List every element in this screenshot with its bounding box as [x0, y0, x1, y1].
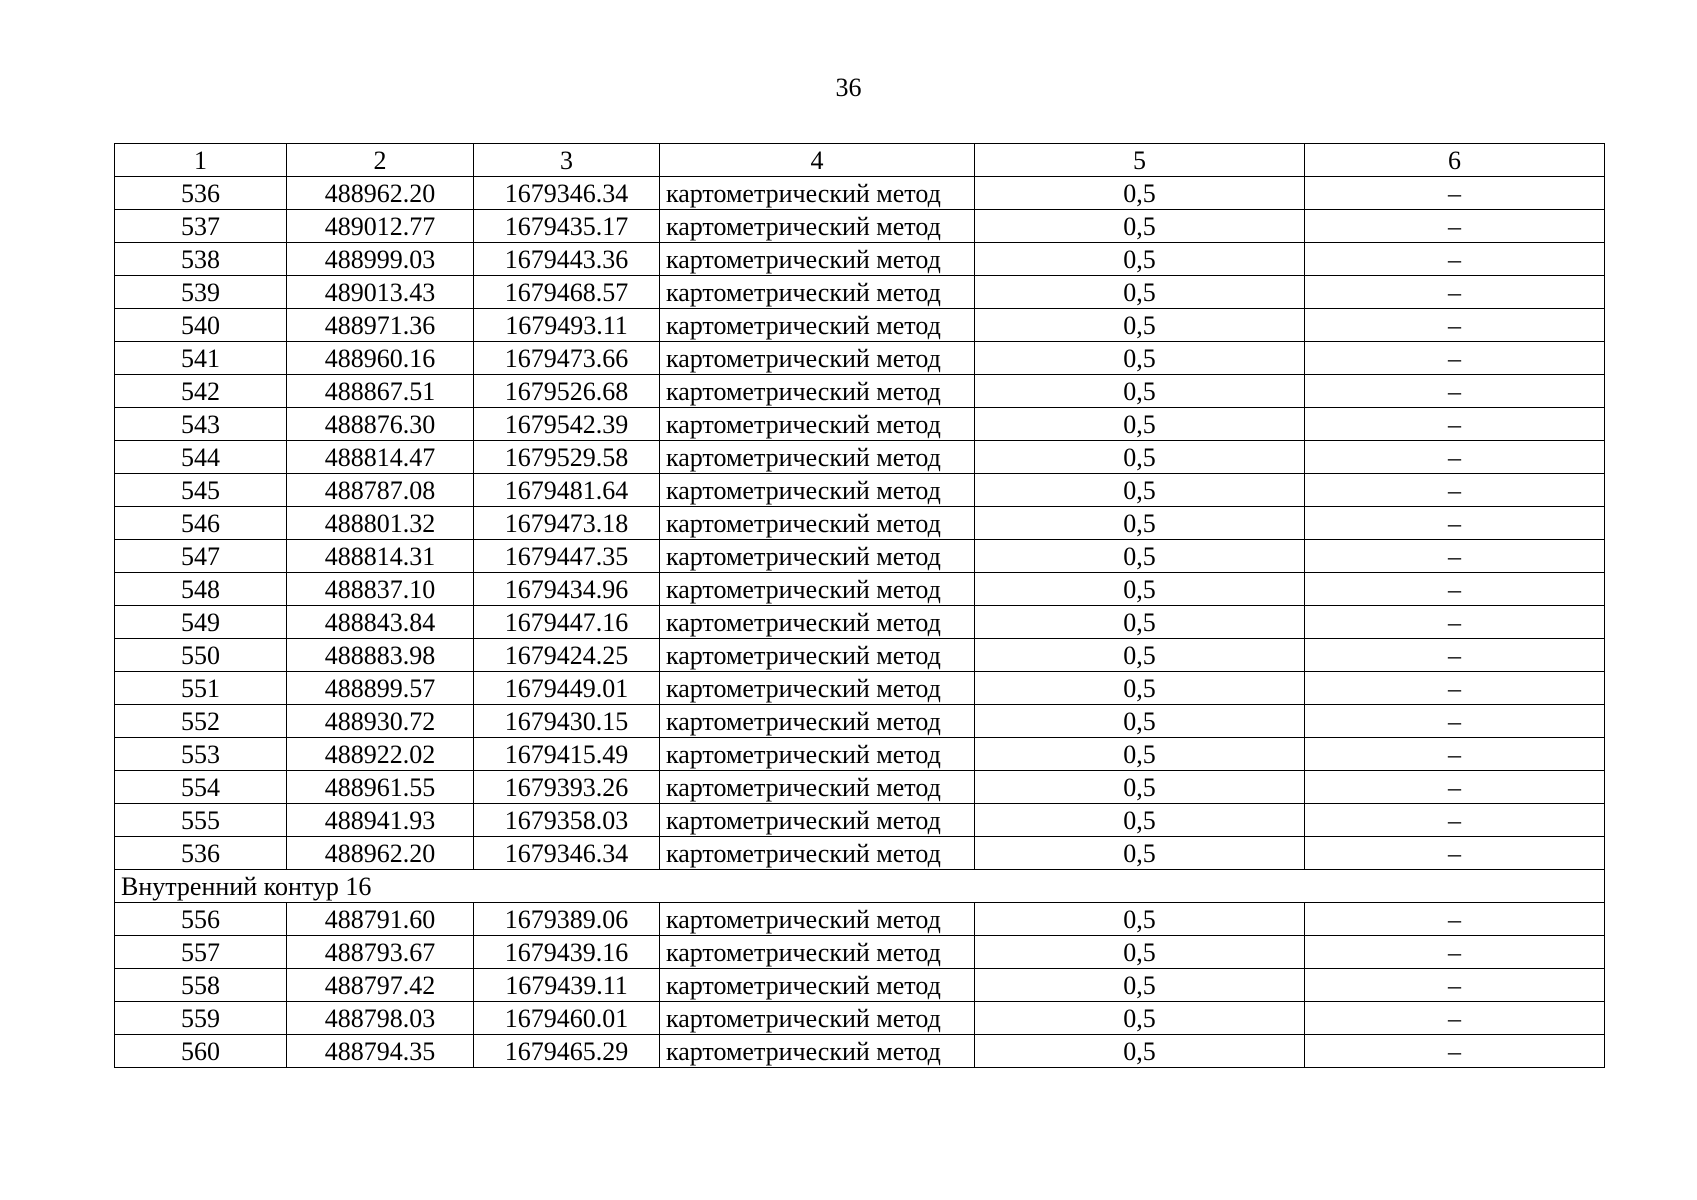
- accuracy-cell: 0,5: [975, 771, 1305, 804]
- accuracy-cell: 0,5: [975, 210, 1305, 243]
- table-row: [115, 210, 1605, 243]
- x-coordinate-cell: 488883.98: [287, 639, 474, 672]
- y-coordinate-cell: 1679443.36: [474, 243, 660, 276]
- method-cell: картометрический метод: [660, 804, 975, 837]
- accuracy-cell: 0,5: [975, 474, 1305, 507]
- point-number-cell: 549: [115, 606, 287, 639]
- y-coordinate-cell: 1679465.29: [474, 1035, 660, 1068]
- y-coordinate-cell: 1679449.01: [474, 672, 660, 705]
- y-coordinate-cell: 1679358.03: [474, 804, 660, 837]
- accuracy-cell: 0,5: [975, 606, 1305, 639]
- method-cell: картометрический метод: [660, 441, 975, 474]
- table-row: [115, 507, 1605, 540]
- coordinates-table: [114, 143, 1605, 1068]
- table-row: [115, 672, 1605, 705]
- table-row: [115, 705, 1605, 738]
- table-row: [115, 771, 1605, 804]
- method-cell: картометрический метод: [660, 969, 975, 1002]
- point-number-cell: 557: [115, 936, 287, 969]
- y-coordinate-cell: 1679542.39: [474, 408, 660, 441]
- table-row: [115, 243, 1605, 276]
- table-row: [115, 837, 1605, 870]
- y-coordinate-cell: 1679435.17: [474, 210, 660, 243]
- y-coordinate-cell: 1679473.18: [474, 507, 660, 540]
- accuracy-cell: 0,5: [975, 507, 1305, 540]
- x-coordinate-cell: 488962.20: [287, 837, 474, 870]
- description-cell: –: [1305, 177, 1605, 210]
- x-coordinate-cell: 488971.36: [287, 309, 474, 342]
- description-cell: –: [1305, 507, 1605, 540]
- x-coordinate-cell: 488797.42: [287, 969, 474, 1002]
- page-number: 36: [835, 73, 862, 102]
- header-cell-6: 6: [1305, 144, 1605, 177]
- table-row: [115, 969, 1605, 1002]
- description-cell: –: [1305, 540, 1605, 573]
- header-cell-3: 3: [474, 144, 660, 177]
- point-number-cell: 536: [115, 837, 287, 870]
- accuracy-cell: 0,5: [975, 804, 1305, 837]
- accuracy-cell: 0,5: [975, 1002, 1305, 1035]
- table-row: [115, 903, 1605, 936]
- description-cell: –: [1305, 1035, 1605, 1068]
- description-cell: –: [1305, 210, 1605, 243]
- point-number-cell: 538: [115, 243, 287, 276]
- x-coordinate-cell: 489013.43: [287, 276, 474, 309]
- x-coordinate-cell: 488793.67: [287, 936, 474, 969]
- x-coordinate-cell: 489012.77: [287, 210, 474, 243]
- table-row: [115, 375, 1605, 408]
- accuracy-cell: 0,5: [975, 177, 1305, 210]
- description-cell: –: [1305, 474, 1605, 507]
- accuracy-cell: 0,5: [975, 705, 1305, 738]
- header-cell-1: 1: [115, 144, 287, 177]
- table-row: [115, 177, 1605, 210]
- table-row: [115, 474, 1605, 507]
- y-coordinate-cell: 1679526.68: [474, 375, 660, 408]
- description-cell: –: [1305, 738, 1605, 771]
- table-row: [115, 408, 1605, 441]
- y-coordinate-cell: 1679389.06: [474, 903, 660, 936]
- method-cell: картометрический метод: [660, 738, 975, 771]
- accuracy-cell: 0,5: [975, 276, 1305, 309]
- description-cell: –: [1305, 375, 1605, 408]
- method-cell: картометрический метод: [660, 210, 975, 243]
- table-row: [115, 1002, 1605, 1035]
- point-number-cell: 536: [115, 177, 287, 210]
- y-coordinate-cell: 1679468.57: [474, 276, 660, 309]
- method-cell: картометрический метод: [660, 507, 975, 540]
- y-coordinate-cell: 1679447.16: [474, 606, 660, 639]
- description-cell: –: [1305, 936, 1605, 969]
- y-coordinate-cell: 1679447.35: [474, 540, 660, 573]
- accuracy-cell: 0,5: [975, 309, 1305, 342]
- method-cell: картометрический метод: [660, 540, 975, 573]
- method-cell: картометрический метод: [660, 474, 975, 507]
- description-cell: –: [1305, 969, 1605, 1002]
- y-coordinate-cell: 1679415.49: [474, 738, 660, 771]
- point-number-cell: 537: [115, 210, 287, 243]
- table-row: [115, 639, 1605, 672]
- table-row: [115, 1035, 1605, 1068]
- description-cell: –: [1305, 408, 1605, 441]
- table-row: [115, 309, 1605, 342]
- x-coordinate-cell: 488930.72: [287, 705, 474, 738]
- accuracy-cell: 0,5: [975, 375, 1305, 408]
- x-coordinate-cell: 488962.20: [287, 177, 474, 210]
- y-coordinate-cell: 1679424.25: [474, 639, 660, 672]
- accuracy-cell: 0,5: [975, 243, 1305, 276]
- y-coordinate-cell: 1679493.11: [474, 309, 660, 342]
- description-cell: –: [1305, 276, 1605, 309]
- header-cell-2: 2: [287, 144, 474, 177]
- header-cell-5: 5: [975, 144, 1305, 177]
- x-coordinate-cell: 488922.02: [287, 738, 474, 771]
- x-coordinate-cell: 488999.03: [287, 243, 474, 276]
- table-row: [115, 441, 1605, 474]
- x-coordinate-cell: 488801.32: [287, 507, 474, 540]
- accuracy-cell: 0,5: [975, 1035, 1305, 1068]
- y-coordinate-cell: 1679430.15: [474, 705, 660, 738]
- accuracy-cell: 0,5: [975, 441, 1305, 474]
- accuracy-cell: 0,5: [975, 837, 1305, 870]
- method-cell: картометрический метод: [660, 903, 975, 936]
- description-cell: –: [1305, 903, 1605, 936]
- accuracy-cell: 0,5: [975, 408, 1305, 441]
- y-coordinate-cell: 1679393.26: [474, 771, 660, 804]
- description-cell: –: [1305, 672, 1605, 705]
- point-number-cell: 555: [115, 804, 287, 837]
- y-coordinate-cell: 1679346.34: [474, 837, 660, 870]
- y-coordinate-cell: 1679473.66: [474, 342, 660, 375]
- method-cell: картометрический метод: [660, 639, 975, 672]
- table-row: [115, 573, 1605, 606]
- method-cell: картометрический метод: [660, 837, 975, 870]
- point-number-cell: 559: [115, 1002, 287, 1035]
- y-coordinate-cell: 1679481.64: [474, 474, 660, 507]
- description-cell: –: [1305, 837, 1605, 870]
- point-number-cell: 550: [115, 639, 287, 672]
- method-cell: картометрический метод: [660, 309, 975, 342]
- description-cell: –: [1305, 309, 1605, 342]
- table-row: [115, 540, 1605, 573]
- description-cell: –: [1305, 639, 1605, 672]
- accuracy-cell: 0,5: [975, 903, 1305, 936]
- header-row: [115, 144, 1605, 177]
- x-coordinate-cell: 488837.10: [287, 573, 474, 606]
- method-cell: картометрический метод: [660, 1035, 975, 1068]
- description-cell: –: [1305, 441, 1605, 474]
- table-row: [115, 342, 1605, 375]
- method-cell: картометрический метод: [660, 375, 975, 408]
- method-cell: картометрический метод: [660, 243, 975, 276]
- accuracy-cell: 0,5: [975, 639, 1305, 672]
- accuracy-cell: 0,5: [975, 738, 1305, 771]
- point-number-cell: 545: [115, 474, 287, 507]
- section-title: Внутренний контур 16: [115, 870, 1605, 903]
- point-number-cell: 558: [115, 969, 287, 1002]
- point-number-cell: 539: [115, 276, 287, 309]
- point-number-cell: 542: [115, 375, 287, 408]
- description-cell: –: [1305, 771, 1605, 804]
- method-cell: картометрический метод: [660, 1002, 975, 1035]
- y-coordinate-cell: 1679439.11: [474, 969, 660, 1002]
- point-number-cell: 548: [115, 573, 287, 606]
- method-cell: картометрический метод: [660, 672, 975, 705]
- x-coordinate-cell: 488941.93: [287, 804, 474, 837]
- table-row: [115, 738, 1605, 771]
- x-coordinate-cell: 488798.03: [287, 1002, 474, 1035]
- method-cell: картометрический метод: [660, 408, 975, 441]
- x-coordinate-cell: 488899.57: [287, 672, 474, 705]
- point-number-cell: 554: [115, 771, 287, 804]
- description-cell: –: [1305, 573, 1605, 606]
- x-coordinate-cell: 488794.35: [287, 1035, 474, 1068]
- accuracy-cell: 0,5: [975, 342, 1305, 375]
- point-number-cell: 540: [115, 309, 287, 342]
- point-number-cell: 543: [115, 408, 287, 441]
- x-coordinate-cell: 488787.08: [287, 474, 474, 507]
- point-number-cell: 546: [115, 507, 287, 540]
- x-coordinate-cell: 488814.47: [287, 441, 474, 474]
- description-cell: –: [1305, 606, 1605, 639]
- description-cell: –: [1305, 243, 1605, 276]
- point-number-cell: 560: [115, 1035, 287, 1068]
- accuracy-cell: 0,5: [975, 540, 1305, 573]
- x-coordinate-cell: 488843.84: [287, 606, 474, 639]
- method-cell: картометрический метод: [660, 177, 975, 210]
- y-coordinate-cell: 1679439.16: [474, 936, 660, 969]
- method-cell: картометрический метод: [660, 771, 975, 804]
- method-cell: картометрический метод: [660, 705, 975, 738]
- point-number-cell: 553: [115, 738, 287, 771]
- method-cell: картометрический метод: [660, 342, 975, 375]
- point-number-cell: 547: [115, 540, 287, 573]
- x-coordinate-cell: 488867.51: [287, 375, 474, 408]
- description-cell: –: [1305, 705, 1605, 738]
- y-coordinate-cell: 1679434.96: [474, 573, 660, 606]
- description-cell: –: [1305, 342, 1605, 375]
- y-coordinate-cell: 1679346.34: [474, 177, 660, 210]
- point-number-cell: 541: [115, 342, 287, 375]
- x-coordinate-cell: 488960.16: [287, 342, 474, 375]
- x-coordinate-cell: 488961.55: [287, 771, 474, 804]
- method-cell: картометрический метод: [660, 606, 975, 639]
- x-coordinate-cell: 488876.30: [287, 408, 474, 441]
- point-number-cell: 544: [115, 441, 287, 474]
- accuracy-cell: 0,5: [975, 936, 1305, 969]
- point-number-cell: 551: [115, 672, 287, 705]
- x-coordinate-cell: 488791.60: [287, 903, 474, 936]
- table-row: [115, 936, 1605, 969]
- method-cell: картометрический метод: [660, 936, 975, 969]
- point-number-cell: 556: [115, 903, 287, 936]
- x-coordinate-cell: 488814.31: [287, 540, 474, 573]
- accuracy-cell: 0,5: [975, 672, 1305, 705]
- accuracy-cell: 0,5: [975, 573, 1305, 606]
- header-cell-4: 4: [660, 144, 975, 177]
- accuracy-cell: 0,5: [975, 969, 1305, 1002]
- description-cell: –: [1305, 804, 1605, 837]
- method-cell: картометрический метод: [660, 276, 975, 309]
- description-cell: –: [1305, 1002, 1605, 1035]
- y-coordinate-cell: 1679529.58: [474, 441, 660, 474]
- point-number-cell: 552: [115, 705, 287, 738]
- section-row: [115, 870, 1605, 903]
- method-cell: картометрический метод: [660, 573, 975, 606]
- table-body: [115, 144, 1605, 1068]
- table-row: [115, 276, 1605, 309]
- y-coordinate-cell: 1679460.01: [474, 1002, 660, 1035]
- table-row: [115, 804, 1605, 837]
- table-row: [115, 606, 1605, 639]
